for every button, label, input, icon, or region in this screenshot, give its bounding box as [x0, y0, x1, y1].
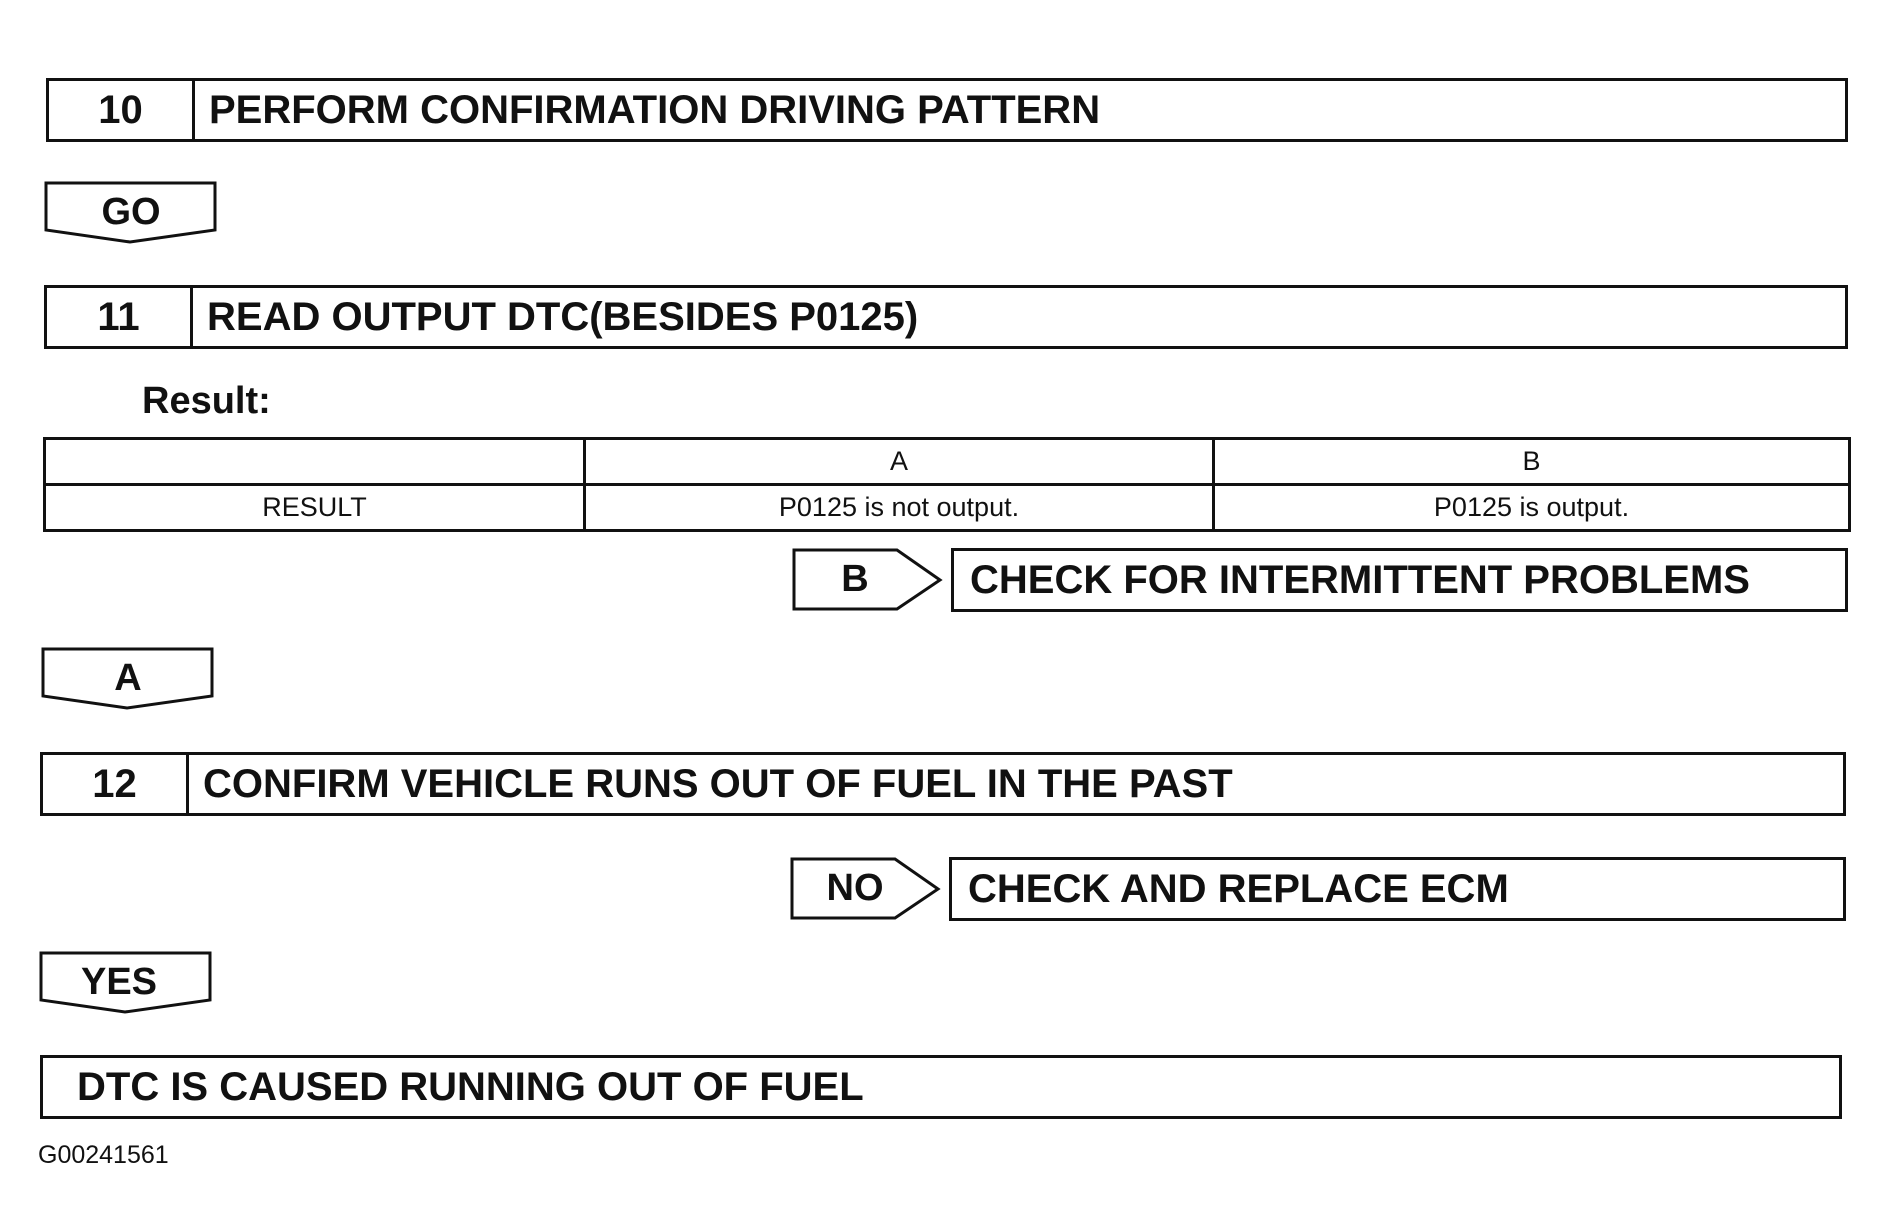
- result-heading: Result:: [142, 380, 271, 422]
- yes-label: YES: [80, 961, 158, 1003]
- branch-a-down-tag: [41, 647, 215, 711]
- result-table-header-cell: A: [585, 439, 1214, 485]
- branch-no-action: CHECK AND REPLACE ECM: [968, 866, 1509, 911]
- conclusion-box: [40, 1055, 1842, 1119]
- yes-down-tag: [39, 951, 213, 1015]
- result-table-header-row: [45, 439, 1850, 485]
- branch-no-label: NO: [826, 867, 884, 909]
- step-11-title: READ OUTPUT DTC(BESIDES P0125): [207, 294, 919, 339]
- step-10-box: [46, 78, 1848, 142]
- branch-b-action: CHECK FOR INTERMITTENT PROBLEMS: [970, 557, 1750, 602]
- result-table-cell: P0125 is output.: [1214, 485, 1850, 531]
- result-table-header-cell: [45, 439, 585, 485]
- branch-a-label: A: [114, 657, 142, 699]
- result-table-row: [45, 485, 1850, 531]
- branch-b-action-box: [951, 548, 1848, 612]
- result-table: [43, 437, 1851, 532]
- result-table-header-cell: B: [1214, 439, 1850, 485]
- conclusion-text: DTC IS CAUSED RUNNING OUT OF FUEL: [77, 1064, 864, 1109]
- go-label: GO: [101, 191, 161, 233]
- branch-no-action-box: [949, 857, 1846, 921]
- step-10-number: 10: [49, 81, 195, 139]
- step-12-title: CONFIRM VEHICLE RUNS OUT OF FUEL IN THE PAST: [203, 761, 1233, 806]
- branch-no-tag: [790, 857, 942, 921]
- step-11-box: [44, 285, 1848, 349]
- go-down-tag: [44, 181, 218, 245]
- step-11-number: 11: [47, 288, 193, 346]
- step-10-title: PERFORM CONFIRMATION DRIVING PATTERN: [209, 87, 1101, 132]
- step-12-box: [40, 752, 1846, 816]
- result-table-cell: RESULT: [45, 485, 585, 531]
- figure-id: G00241561: [38, 1141, 169, 1169]
- result-table-cell: P0125 is not output.: [585, 485, 1214, 531]
- branch-b-tag: [792, 548, 944, 612]
- branch-b-label: B: [841, 558, 869, 600]
- step-12-number: 12: [43, 755, 189, 813]
